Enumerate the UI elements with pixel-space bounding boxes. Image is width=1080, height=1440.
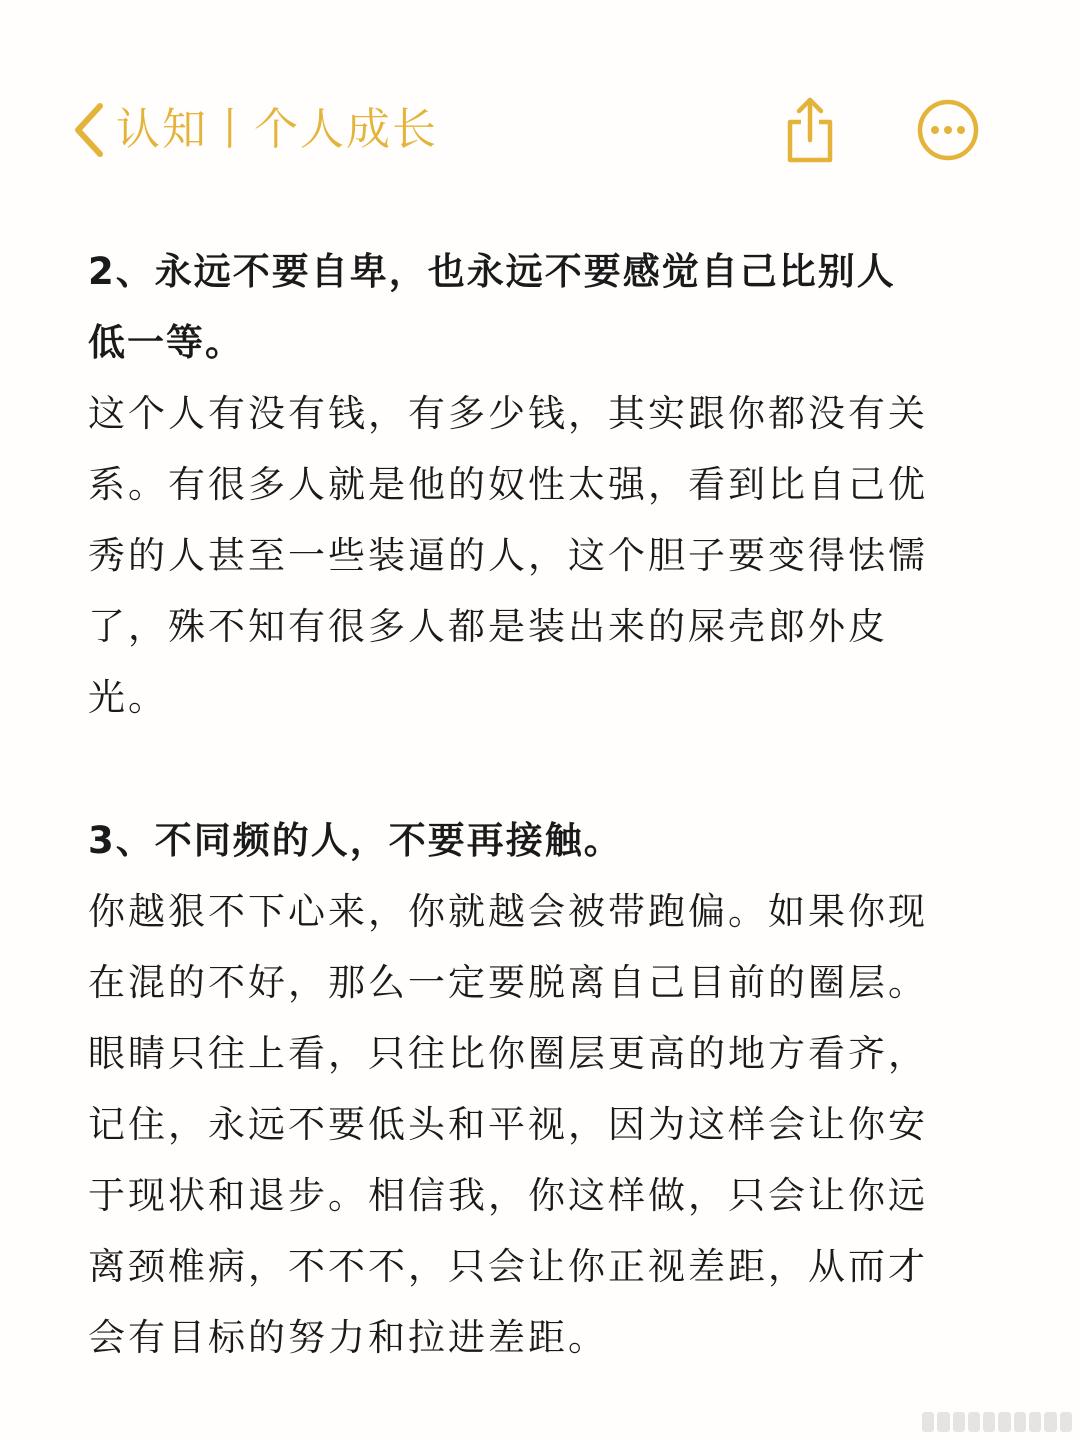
page-title: 认知丨个人成长 xyxy=(116,104,438,155)
chevron-left-icon xyxy=(72,102,106,158)
section-3-heading: 3、不同频的人，不要再接触。 xyxy=(88,819,623,862)
watermark xyxy=(922,1412,1072,1432)
share-icon xyxy=(780,94,840,166)
section-3-body: 你越狠不下心来，你就越会被带跑偏。如果你现 在混的不好，那么一定要脱离自己目前的圈层。 眼睛只往上看，只往比你圈层更高的地方看齐， 记住，永远不要低头和平视，因为这样会让你安 于现状和退步。相信我，你这样做，只会让你远 离颈椎病，不不不，只会让你正视差距，从而才 会有目标的努力和拉进差距。 xyxy=(88,890,928,1359)
share-button[interactable] xyxy=(780,94,840,166)
more-options-button[interactable] xyxy=(916,98,980,162)
section-2-heading: 2、永远不要自卑，也永远不要感觉自己比别人 低一等。 xyxy=(88,250,896,364)
ellipsis-circle-icon xyxy=(916,98,980,162)
paragraph-gap xyxy=(88,733,968,805)
section-2-body: 这个人有没有钱，有多少钱，其实跟你都没有关 系。有很多人就是他的奴性太强，看到比自己优 秀的人甚至一些装逼的人，这个胆子要变得怯懦 了，殊不知有很多人都是装出来的屎壳郎外皮 光。 xyxy=(88,392,928,719)
navigation-bar xyxy=(0,80,1080,180)
back-button[interactable] xyxy=(72,94,438,166)
note-content xyxy=(88,236,968,1373)
